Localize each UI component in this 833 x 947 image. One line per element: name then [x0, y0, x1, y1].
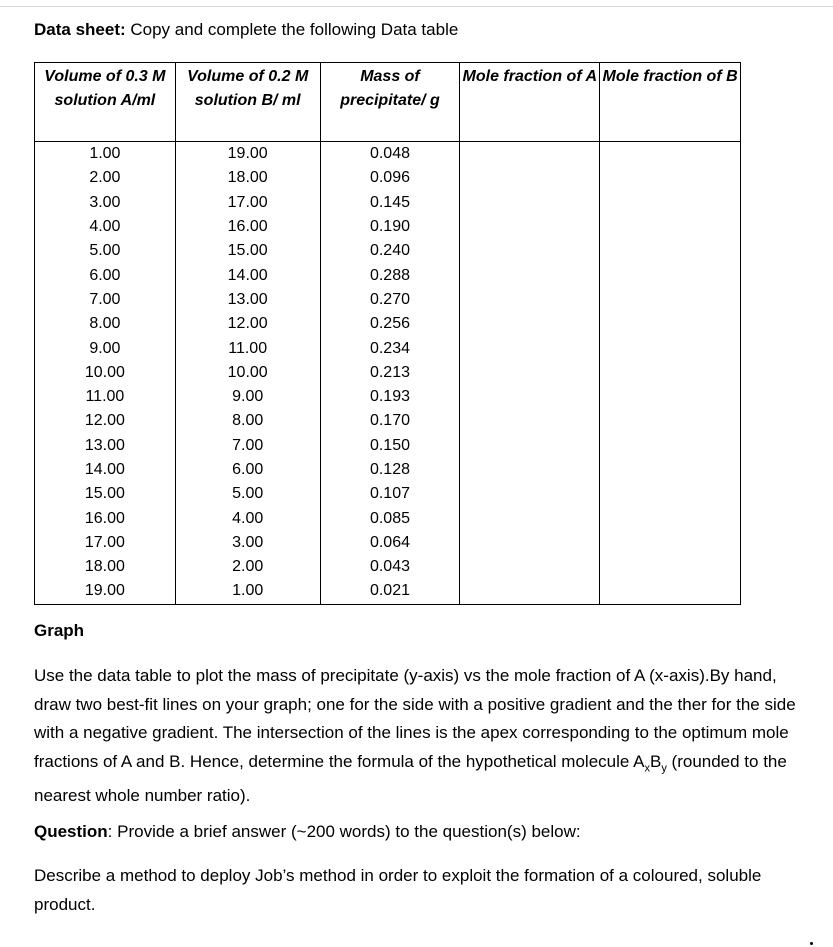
- cell-mole-fraction-a: [460, 409, 600, 433]
- table-row: [35, 288, 741, 312]
- cell-volume-b: 6.00: [175, 458, 320, 482]
- cell-mole-fraction-b: [600, 482, 741, 506]
- cell-volume-a: 5.00: [35, 239, 176, 263]
- cell-volume-b: 2.00: [175, 555, 320, 579]
- cell-volume-b: 13.00: [175, 288, 320, 312]
- cell-volume-a: 10.00: [35, 361, 176, 385]
- cell-mole-fraction-b: [600, 239, 741, 263]
- cell-mass: 0.150: [320, 434, 460, 458]
- stray-mark: [810, 942, 813, 945]
- heading-text: Copy and complete the following Data table: [130, 20, 459, 39]
- cell-mole-fraction-b: [600, 531, 741, 555]
- cell-mole-fraction-a: [460, 263, 600, 287]
- cell-mole-fraction-a: [460, 506, 600, 530]
- cell-volume-a: 4.00: [35, 215, 176, 239]
- cell-mole-fraction-a: [460, 361, 600, 385]
- table-row: [35, 191, 741, 215]
- cell-mass: 0.256: [320, 312, 460, 336]
- cell-mole-fraction-a: [460, 458, 600, 482]
- cell-mass: 0.288: [320, 263, 460, 287]
- cell-mole-fraction-a: [460, 482, 600, 506]
- cell-mass: 0.064: [320, 531, 460, 555]
- table-row: [35, 336, 741, 360]
- cell-volume-a: 17.00: [35, 531, 176, 555]
- cell-volume-a: 15.00: [35, 482, 176, 506]
- table-row: [35, 506, 741, 530]
- cell-volume-a: 13.00: [35, 434, 176, 458]
- cell-volume-a: 6.00: [35, 263, 176, 287]
- cell-mole-fraction-b: [600, 385, 741, 409]
- cell-mass: 0.107: [320, 482, 460, 506]
- cell-mole-fraction-b: [600, 555, 741, 579]
- table-row: [35, 166, 741, 190]
- cell-volume-b: 3.00: [175, 531, 320, 555]
- cell-mole-fraction-b: [600, 263, 741, 287]
- data-sheet-heading: [34, 20, 458, 40]
- table-row: [35, 579, 741, 604]
- cell-volume-b: 5.00: [175, 482, 320, 506]
- cell-mole-fraction-b: [600, 409, 741, 433]
- table-row: [35, 409, 741, 433]
- table-row: [35, 215, 741, 239]
- cell-volume-a: 19.00: [35, 579, 176, 604]
- cell-mole-fraction-a: [460, 215, 600, 239]
- table-row: [35, 142, 741, 167]
- cell-volume-a: 1.00: [35, 142, 176, 167]
- col-header-mole-fraction-b: Mole fraction of B: [600, 63, 741, 142]
- cell-mole-fraction-b: [600, 579, 741, 604]
- cell-mass: 0.240: [320, 239, 460, 263]
- col-header-volume-a: Volume of 0.3 M solution A/ml: [35, 63, 176, 142]
- cell-mole-fraction-b: [600, 166, 741, 190]
- table-row: [35, 361, 741, 385]
- cell-mass: 0.145: [320, 191, 460, 215]
- subscript-y: y: [661, 761, 667, 774]
- col-header-mass: Mass of precipitate/ g: [320, 63, 460, 142]
- cell-mole-fraction-a: [460, 288, 600, 312]
- subscript-x: x: [644, 761, 650, 774]
- cell-volume-a: 9.00: [35, 336, 176, 360]
- cell-mass: 0.043: [320, 555, 460, 579]
- cell-mole-fraction-b: [600, 288, 741, 312]
- cell-mass: 0.021: [320, 579, 460, 604]
- cell-mass: 0.085: [320, 506, 460, 530]
- cell-mole-fraction-a: [460, 336, 600, 360]
- cell-mass: 0.128: [320, 458, 460, 482]
- graph-label: Graph: [34, 621, 85, 640]
- cell-mole-fraction-b: [600, 336, 741, 360]
- cell-volume-b: 4.00: [175, 506, 320, 530]
- cell-mass: 0.270: [320, 288, 460, 312]
- cell-volume-b: 18.00: [175, 166, 320, 190]
- cell-volume-a: 7.00: [35, 288, 176, 312]
- question-instruction: [34, 818, 814, 847]
- cell-volume-b: 19.00: [175, 142, 320, 167]
- cell-mole-fraction-b: [600, 312, 741, 336]
- cell-volume-b: 11.00: [175, 336, 320, 360]
- cell-mole-fraction-b: [600, 191, 741, 215]
- cell-mole-fraction-b: [600, 142, 741, 167]
- cell-mole-fraction-a: [460, 531, 600, 555]
- cell-volume-a: 12.00: [35, 409, 176, 433]
- cell-volume-b: 15.00: [175, 239, 320, 263]
- cell-volume-b: 10.00: [175, 361, 320, 385]
- cell-mole-fraction-a: [460, 385, 600, 409]
- table-row: [35, 312, 741, 336]
- cell-mole-fraction-a: [460, 191, 600, 215]
- cell-mass: 0.048: [320, 142, 460, 167]
- heading-label: Data sheet:: [34, 20, 126, 39]
- question-prompt: Describe a method to deploy Job’s method in order to exploit the formation of a coloured, soluble product.: [34, 866, 762, 914]
- cell-volume-a: 14.00: [35, 458, 176, 482]
- formula-b: B: [649, 751, 662, 771]
- cell-mass: 0.213: [320, 361, 460, 385]
- cell-volume-a: 3.00: [35, 191, 176, 215]
- cell-volume-b: 17.00: [175, 191, 320, 215]
- instructions-text: Use the data table to plot the mass of precipitate (y-axis) vs the mole fraction of A (x-axis).By hand, draw two best-fit lines on your graph; one for the side with a positive gradient and the ther for the side with a negative gradient. The intersection of the lines is the apex corresponding to the optimum mole fractions of A and B. Hence, determine the formula of the hypothetical molecule A: [34, 666, 796, 771]
- cell-mass: 0.190: [320, 215, 460, 239]
- cell-volume-a: 11.00: [35, 385, 176, 409]
- data-table: [34, 62, 741, 605]
- cell-volume-b: 12.00: [175, 312, 320, 336]
- cell-mass: 0.170: [320, 409, 460, 433]
- cell-mass: 0.096: [320, 166, 460, 190]
- table-row: [35, 458, 741, 482]
- cell-mole-fraction-a: [460, 312, 600, 336]
- cell-mole-fraction-b: [600, 458, 741, 482]
- cell-mole-fraction-a: [460, 239, 600, 263]
- cell-volume-b: 7.00: [175, 434, 320, 458]
- table-row: [35, 385, 741, 409]
- cell-mass: 0.234: [320, 336, 460, 360]
- cell-volume-a: 2.00: [35, 166, 176, 190]
- cell-mole-fraction-b: [600, 215, 741, 239]
- cell-mole-fraction-b: [600, 506, 741, 530]
- table-row: [35, 263, 741, 287]
- cell-volume-b: 14.00: [175, 263, 320, 287]
- graph-instructions: [34, 662, 814, 811]
- table-row: [35, 555, 741, 579]
- col-header-mole-fraction-a: Mole fraction of A: [460, 63, 600, 142]
- question-label: Question: [34, 822, 108, 841]
- cell-volume-b: 9.00: [175, 385, 320, 409]
- cell-volume-a: 8.00: [35, 312, 176, 336]
- cell-volume-a: 16.00: [35, 506, 176, 530]
- table-row: [35, 239, 741, 263]
- table-header-row: [35, 63, 741, 142]
- cell-volume-b: 1.00: [175, 579, 320, 604]
- top-divider: [0, 6, 833, 7]
- cell-mole-fraction-a: [460, 579, 600, 604]
- cell-mole-fraction-b: [600, 434, 741, 458]
- cell-volume-b: 8.00: [175, 409, 320, 433]
- table-row: [35, 482, 741, 506]
- table-row: [35, 531, 741, 555]
- cell-volume-a: 18.00: [35, 555, 176, 579]
- cell-mole-fraction-a: [460, 434, 600, 458]
- cell-volume-b: 16.00: [175, 215, 320, 239]
- table-row: [35, 434, 741, 458]
- col-header-volume-b: Volume of 0.2 M solution B/ ml: [175, 63, 320, 142]
- cell-mole-fraction-a: [460, 555, 600, 579]
- instructions-text-end: (rounded to the nearest whole number ratio).: [34, 751, 787, 806]
- cell-mole-fraction-a: [460, 166, 600, 190]
- cell-mole-fraction-a: [460, 142, 600, 167]
- cell-mass: 0.193: [320, 385, 460, 409]
- question-text: : Provide a brief answer (~200 words) to the question(s) below:: [107, 822, 581, 841]
- table-body: [35, 142, 741, 605]
- cell-mole-fraction-b: [600, 361, 741, 385]
